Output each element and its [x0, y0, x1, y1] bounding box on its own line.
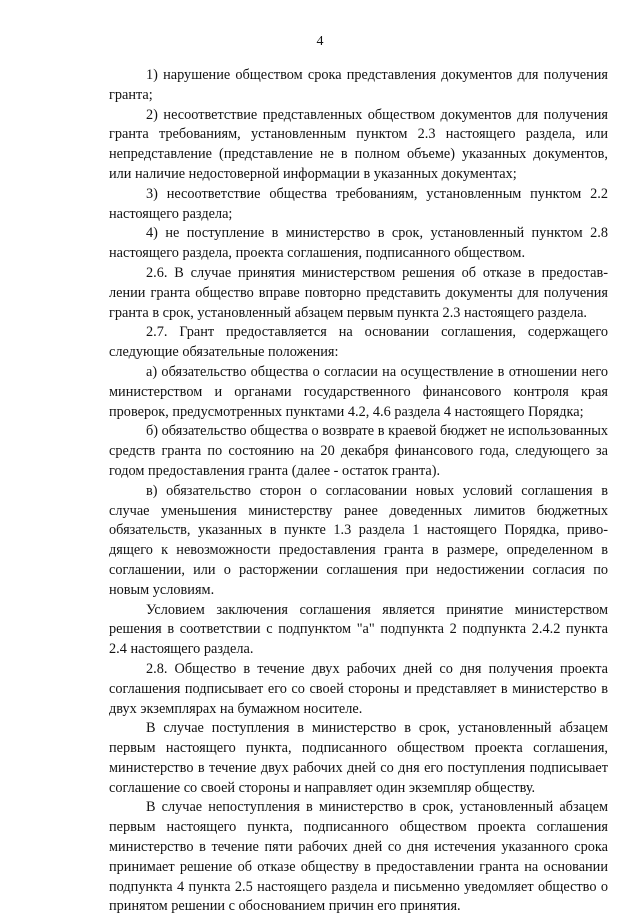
page-number: 4: [316, 34, 324, 49]
paragraph-section-2-8: 2.8. Общество в течение двух рабочих дней со дня получения проекта соглашения подписывает его со своей стороны и представляет в министерство в двух экземплярах на бумажном носителе.: [109, 660, 608, 717]
paragraph-item-4-agreement-not-received: 4) не поступление в министерство в срок, установленный пунктом 2.8 настоящего раздела, проекта соглашения, подписанного обществом.: [109, 225, 608, 262]
paragraph-clause-a: а) обязательство общества о согласии на осуществление в отношении него министерством и органами государственного финансового контроля края проверок, предусмотренных пунктами 4.2, 4.6 раздела 4 настоящего Порядка;: [109, 363, 608, 420]
paragraph-agreement-condition: Условием заключения соглашения является принятие министерством решения в соответствии с подпунктом "а" подпункта 2 подпункта 2.4.2 пункта 2.4 настоящего раздела.: [109, 601, 608, 658]
document-body: [109, 66, 608, 917]
paragraph-section-2-6: 2.6. В случае принятия министерством решения об отказе в предоставлении гранта общество вправе повторно представить документы для получения гранта в срок, установленный абзацем первым пункта 2.3 настоящего раздела.: [109, 264, 608, 321]
paragraph-clause-b: б) обязательство общества о возврате в краевой бюджет не использованных средств гранта по состоянию на 20 декабря финансового года, следующего за годом предоставления гранта (далее - остаток гранта).: [109, 423, 608, 479]
paragraph-item-1-deadline-violation: 1) нарушение обществом срока представления документов для получения гранта;: [109, 67, 608, 103]
paragraph-clause-v: в) обязательство сторон о согласовании новых условий соглашения в случае уменьшения министерству ранее доведенных лимитов бюджетных обязательств, указанных в пункте 1.3 раздела 1 настоящего Порядка, приводящего к невозможности предоставления гранта в размере, определенном в соглашении, или о расторжении соглашения при недостижении согласия по новым условиям.: [109, 482, 608, 598]
paragraph-agreement-received: В случае поступления в министерство в срок, установленный абзацем первым настоящего пункта, подписанного обществом проекта соглашения, министерство в течение двух рабочих дней со дня его поступления подписывает соглашение со своей стороны и направляет один экземпляр обществу.: [109, 720, 608, 796]
paragraph-item-3-requirements-mismatch: 3) несоответствие общества требованиям, установленным пунктом 2.2 настоящего раздела;: [109, 185, 608, 222]
paragraph-section-2-7: 2.7. Грант предоставляется на основании соглашения, содержащего следующие обязательные положения:: [109, 324, 608, 361]
paragraph-agreement-not-received: В случае непоступления в министерство в срок, установленный абзацем первым настоящего пункта, подписанного обществом проекта соглашения министерство в течение пяти рабочих дней со дня истечения указанного срока принимает решение об отказе обществу в предоставлении гранта на основании подпункта 4 пункта 2.5 настоящего раздела и письменно уведомляет общество о принятом решении с обоснованием причин его принятия.: [109, 799, 608, 915]
paragraph-item-2-documents-mismatch: 2) несоответствие представленных обществом документов для получения гранта требованиям, установленным пунктом 2.3 настоящего раздела, или непредставление (представление не в полном объеме) указанных документов, или наличие недостоверной информации в указанных документах;: [109, 106, 608, 182]
